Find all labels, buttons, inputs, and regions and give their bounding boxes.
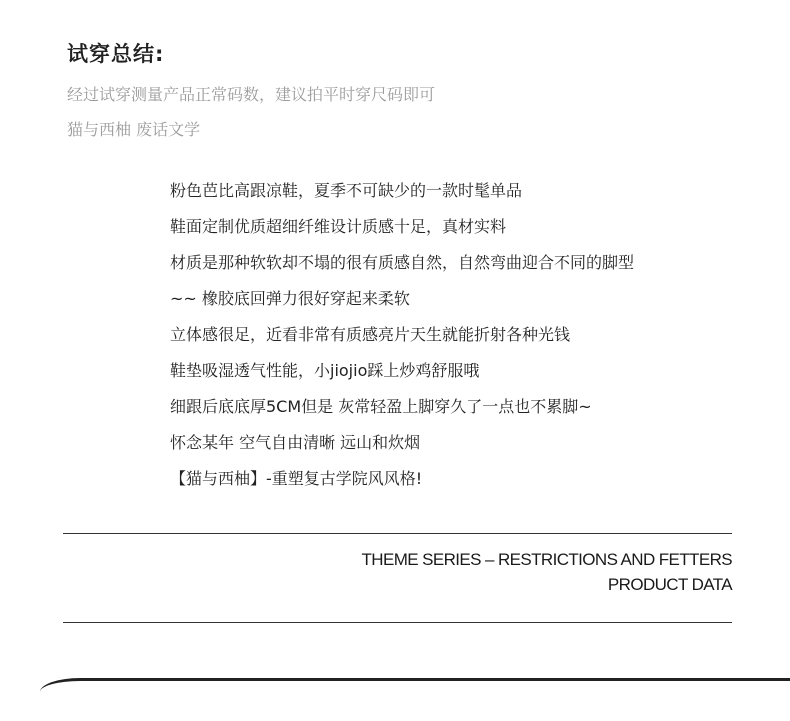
summary-subtitle-size: 经过试穿测量产品正常码数，建议拍平时穿尺码即可 [67,85,436,104]
description-line: 材质是那种软软却不塌的很有质感自然，自然弯曲迎合不同的脚型 [170,253,635,272]
description-list [170,176,634,500]
description-line: 粉色芭比高跟凉鞋，夏季不可缺少的一款时髦单品 [170,181,523,200]
description-line: 鞋垫吸湿透气性能，小jiojio踩上炒鸡舒服哦 [170,361,480,380]
divider-top [63,533,732,534]
description-line: ~~ 橡胶底回弹力很好穿起来柔软 [170,289,410,308]
product-data-label: PRODUCT DATA [607,575,732,594]
description-line: 鞋面定制优质超细纤维设计质感十足，真材实料 [170,217,507,236]
theme-series-label: THEME SERIES – RESTRICTIONS AND FETTERS [361,550,732,569]
description-line: 立体感很足，近看非常有质感亮片天生就能折射各种光钱 [170,325,571,344]
description-line: 怀念某年 空气自由清晰 远山和炊烟 [170,433,421,452]
summary-subtitle-brand: 猫与西柚 废话文学 [67,120,201,139]
summary-title: 试穿总结: [67,42,165,66]
divider-bottom [63,622,732,623]
description-line: 细跟后底底厚5CM但是 灰常轻盈上脚穿久了一点也不累脚~ [170,397,592,416]
next-section-frame-edge [40,678,790,721]
description-line: 【猫与西柚】-重塑复古学院风风格! [170,469,423,488]
